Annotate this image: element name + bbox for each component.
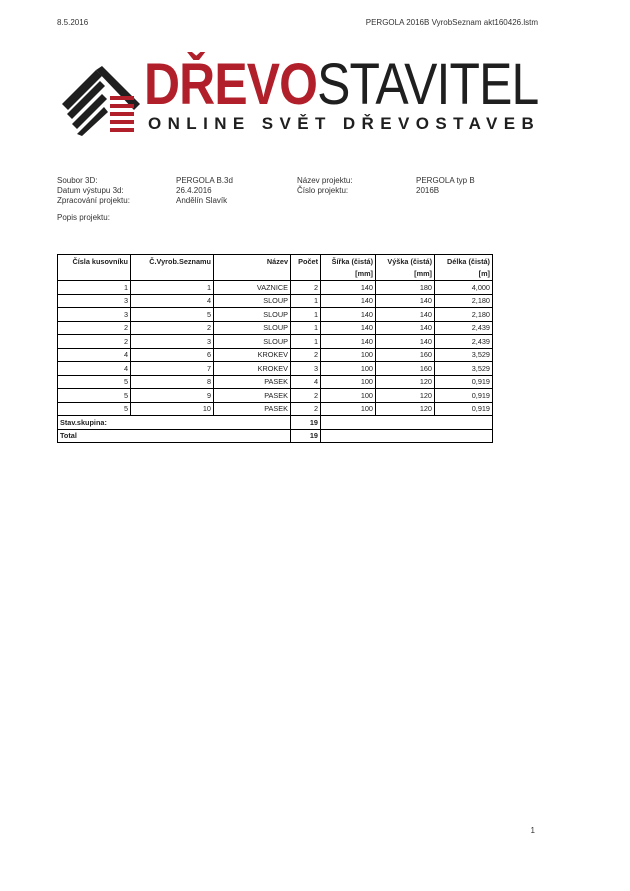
table-cell: 160	[376, 362, 435, 376]
table-cell: 100	[321, 402, 376, 416]
table-cell: 9	[131, 389, 214, 403]
table-cell: 120	[376, 402, 435, 416]
col-unit: [mm]	[321, 268, 376, 281]
table-cell: 5	[58, 375, 131, 389]
table-units-row	[58, 268, 493, 281]
total-label: Total	[58, 429, 291, 443]
col-header: Název	[214, 255, 291, 268]
table-cell: 2	[58, 335, 131, 349]
subtotal-label: Stav.skupina:	[58, 416, 291, 430]
table-cell: 2,180	[435, 308, 493, 322]
table-cell: 4,000	[435, 281, 493, 295]
table-row	[58, 294, 493, 308]
table-cell: SLOUP	[214, 321, 291, 335]
table-cell: SLOUP	[214, 294, 291, 308]
table-cell: 7	[131, 362, 214, 376]
table-cell: 2,439	[435, 335, 493, 349]
table-cell: 2	[131, 321, 214, 335]
table-cell: 2,439	[435, 321, 493, 335]
table-cell: PASEK	[214, 389, 291, 403]
col-unit	[58, 268, 131, 281]
table-cell: SLOUP	[214, 308, 291, 322]
table-cell: 0,919	[435, 402, 493, 416]
table-cell: 2,180	[435, 294, 493, 308]
total-row	[58, 429, 493, 443]
table-cell: 180	[376, 281, 435, 295]
header-date: 8.5.2016	[57, 18, 89, 27]
col-unit: [m]	[435, 268, 493, 281]
total-value: 19	[291, 429, 321, 443]
col-header: Č.Vyrob.Seznamu	[131, 255, 214, 268]
table-row	[58, 308, 493, 322]
col-header: Šířka (čistá)	[321, 255, 376, 268]
datum-value: 26.4.2016	[176, 186, 212, 195]
table-cell: 3,529	[435, 362, 493, 376]
table-cell: 100	[321, 389, 376, 403]
table-cell: 3,529	[435, 348, 493, 362]
table-cell: 1	[131, 281, 214, 295]
brand-name: DŘEVOSTAVITEL	[144, 52, 539, 117]
page-number: 1	[530, 826, 535, 835]
col-unit: [mm]	[376, 268, 435, 281]
zpracovani-value: Andělín Slavík	[176, 196, 228, 205]
table-header-row	[58, 255, 493, 268]
production-list-table	[57, 254, 493, 443]
table-row	[58, 281, 493, 295]
table-cell: 100	[321, 375, 376, 389]
cislo-value: 2016B	[416, 186, 440, 195]
table-cell: 2	[291, 402, 321, 416]
table-cell: 160	[376, 348, 435, 362]
project-labels-left	[57, 176, 130, 206]
table-cell: 140	[321, 308, 376, 322]
cislo-label: Číslo projektu:	[297, 186, 349, 195]
table-cell: 0,919	[435, 375, 493, 389]
table-row	[58, 348, 493, 362]
table-cell: 3	[291, 362, 321, 376]
table-cell: 8	[131, 375, 214, 389]
house-logo-icon	[62, 66, 140, 136]
table-cell: 5	[58, 402, 131, 416]
table-cell: KROKEV	[214, 362, 291, 376]
table-cell: 4	[58, 362, 131, 376]
table-cell: 2	[291, 281, 321, 295]
popis-label: Popis projektu:	[57, 213, 110, 222]
table-row	[58, 375, 493, 389]
table-cell: 4	[58, 348, 131, 362]
table-cell: 5	[58, 389, 131, 403]
table-cell: 2	[58, 321, 131, 335]
table-row	[58, 389, 493, 403]
col-unit	[214, 268, 291, 281]
table-cell: 1	[291, 321, 321, 335]
project-labels-right	[297, 176, 353, 196]
table-cell: 140	[321, 294, 376, 308]
subtotal-value: 19	[291, 416, 321, 430]
table-cell: 4	[131, 294, 214, 308]
table-cell: PASEK	[214, 375, 291, 389]
table-cell: 140	[376, 335, 435, 349]
table-cell: 140	[376, 308, 435, 322]
subtotal-row	[58, 416, 493, 430]
drevostavitel-logo	[60, 52, 541, 142]
table-cell: 10	[131, 402, 214, 416]
table-cell: 1	[291, 294, 321, 308]
table-cell: 5	[131, 308, 214, 322]
project-values-right	[416, 176, 475, 196]
datum-label: Datum výstupu 3d:	[57, 186, 124, 195]
table-row	[58, 321, 493, 335]
table-cell: 100	[321, 362, 376, 376]
col-header: Výška (čistá)	[376, 255, 435, 268]
table-row	[58, 362, 493, 376]
col-unit	[291, 268, 321, 281]
table-cell: 2	[291, 348, 321, 362]
nazev-value: PERGOLA typ B	[416, 176, 475, 185]
table-cell: 2	[291, 389, 321, 403]
col-unit	[131, 268, 214, 281]
soubor-label: Soubor 3D:	[57, 176, 98, 185]
table-cell: 3	[58, 308, 131, 322]
table-cell: 1	[291, 308, 321, 322]
table-cell: 3	[58, 294, 131, 308]
col-header: Délka (čistá)	[435, 255, 493, 268]
soubor-value: PERGOLA B.3d	[176, 176, 233, 185]
table-cell: 140	[376, 294, 435, 308]
table-cell: 140	[376, 321, 435, 335]
table-cell: 1	[58, 281, 131, 295]
brand-tagline: ONLINE SVĚT DŘEVOSTAVEB	[148, 114, 541, 133]
table-cell: 6	[131, 348, 214, 362]
table-row	[58, 335, 493, 349]
table-cell: 140	[321, 321, 376, 335]
table-row	[58, 402, 493, 416]
table-cell: VAZNICE	[214, 281, 291, 295]
table-cell: 140	[321, 335, 376, 349]
header-filename: PERGOLA 2016B VyrobSeznam akt160426.lstm	[365, 18, 538, 27]
table-cell: 3	[131, 335, 214, 349]
table-cell: 4	[291, 375, 321, 389]
table-cell: 120	[376, 375, 435, 389]
table-cell: 100	[321, 348, 376, 362]
nazev-label: Název projektu:	[297, 176, 353, 185]
table-cell: KROKEV	[214, 348, 291, 362]
table-cell: 1	[291, 335, 321, 349]
table-cell: 120	[376, 389, 435, 403]
col-header: Počet	[291, 255, 321, 268]
table-cell: 140	[321, 281, 376, 295]
project-values-left	[176, 176, 233, 206]
table-cell: PASEK	[214, 402, 291, 416]
col-header: Čísla kusovníku	[58, 255, 131, 268]
table-cell: SLOUP	[214, 335, 291, 349]
table-cell: 0,919	[435, 389, 493, 403]
zpracovani-label: Zpracování projektu:	[57, 196, 130, 205]
